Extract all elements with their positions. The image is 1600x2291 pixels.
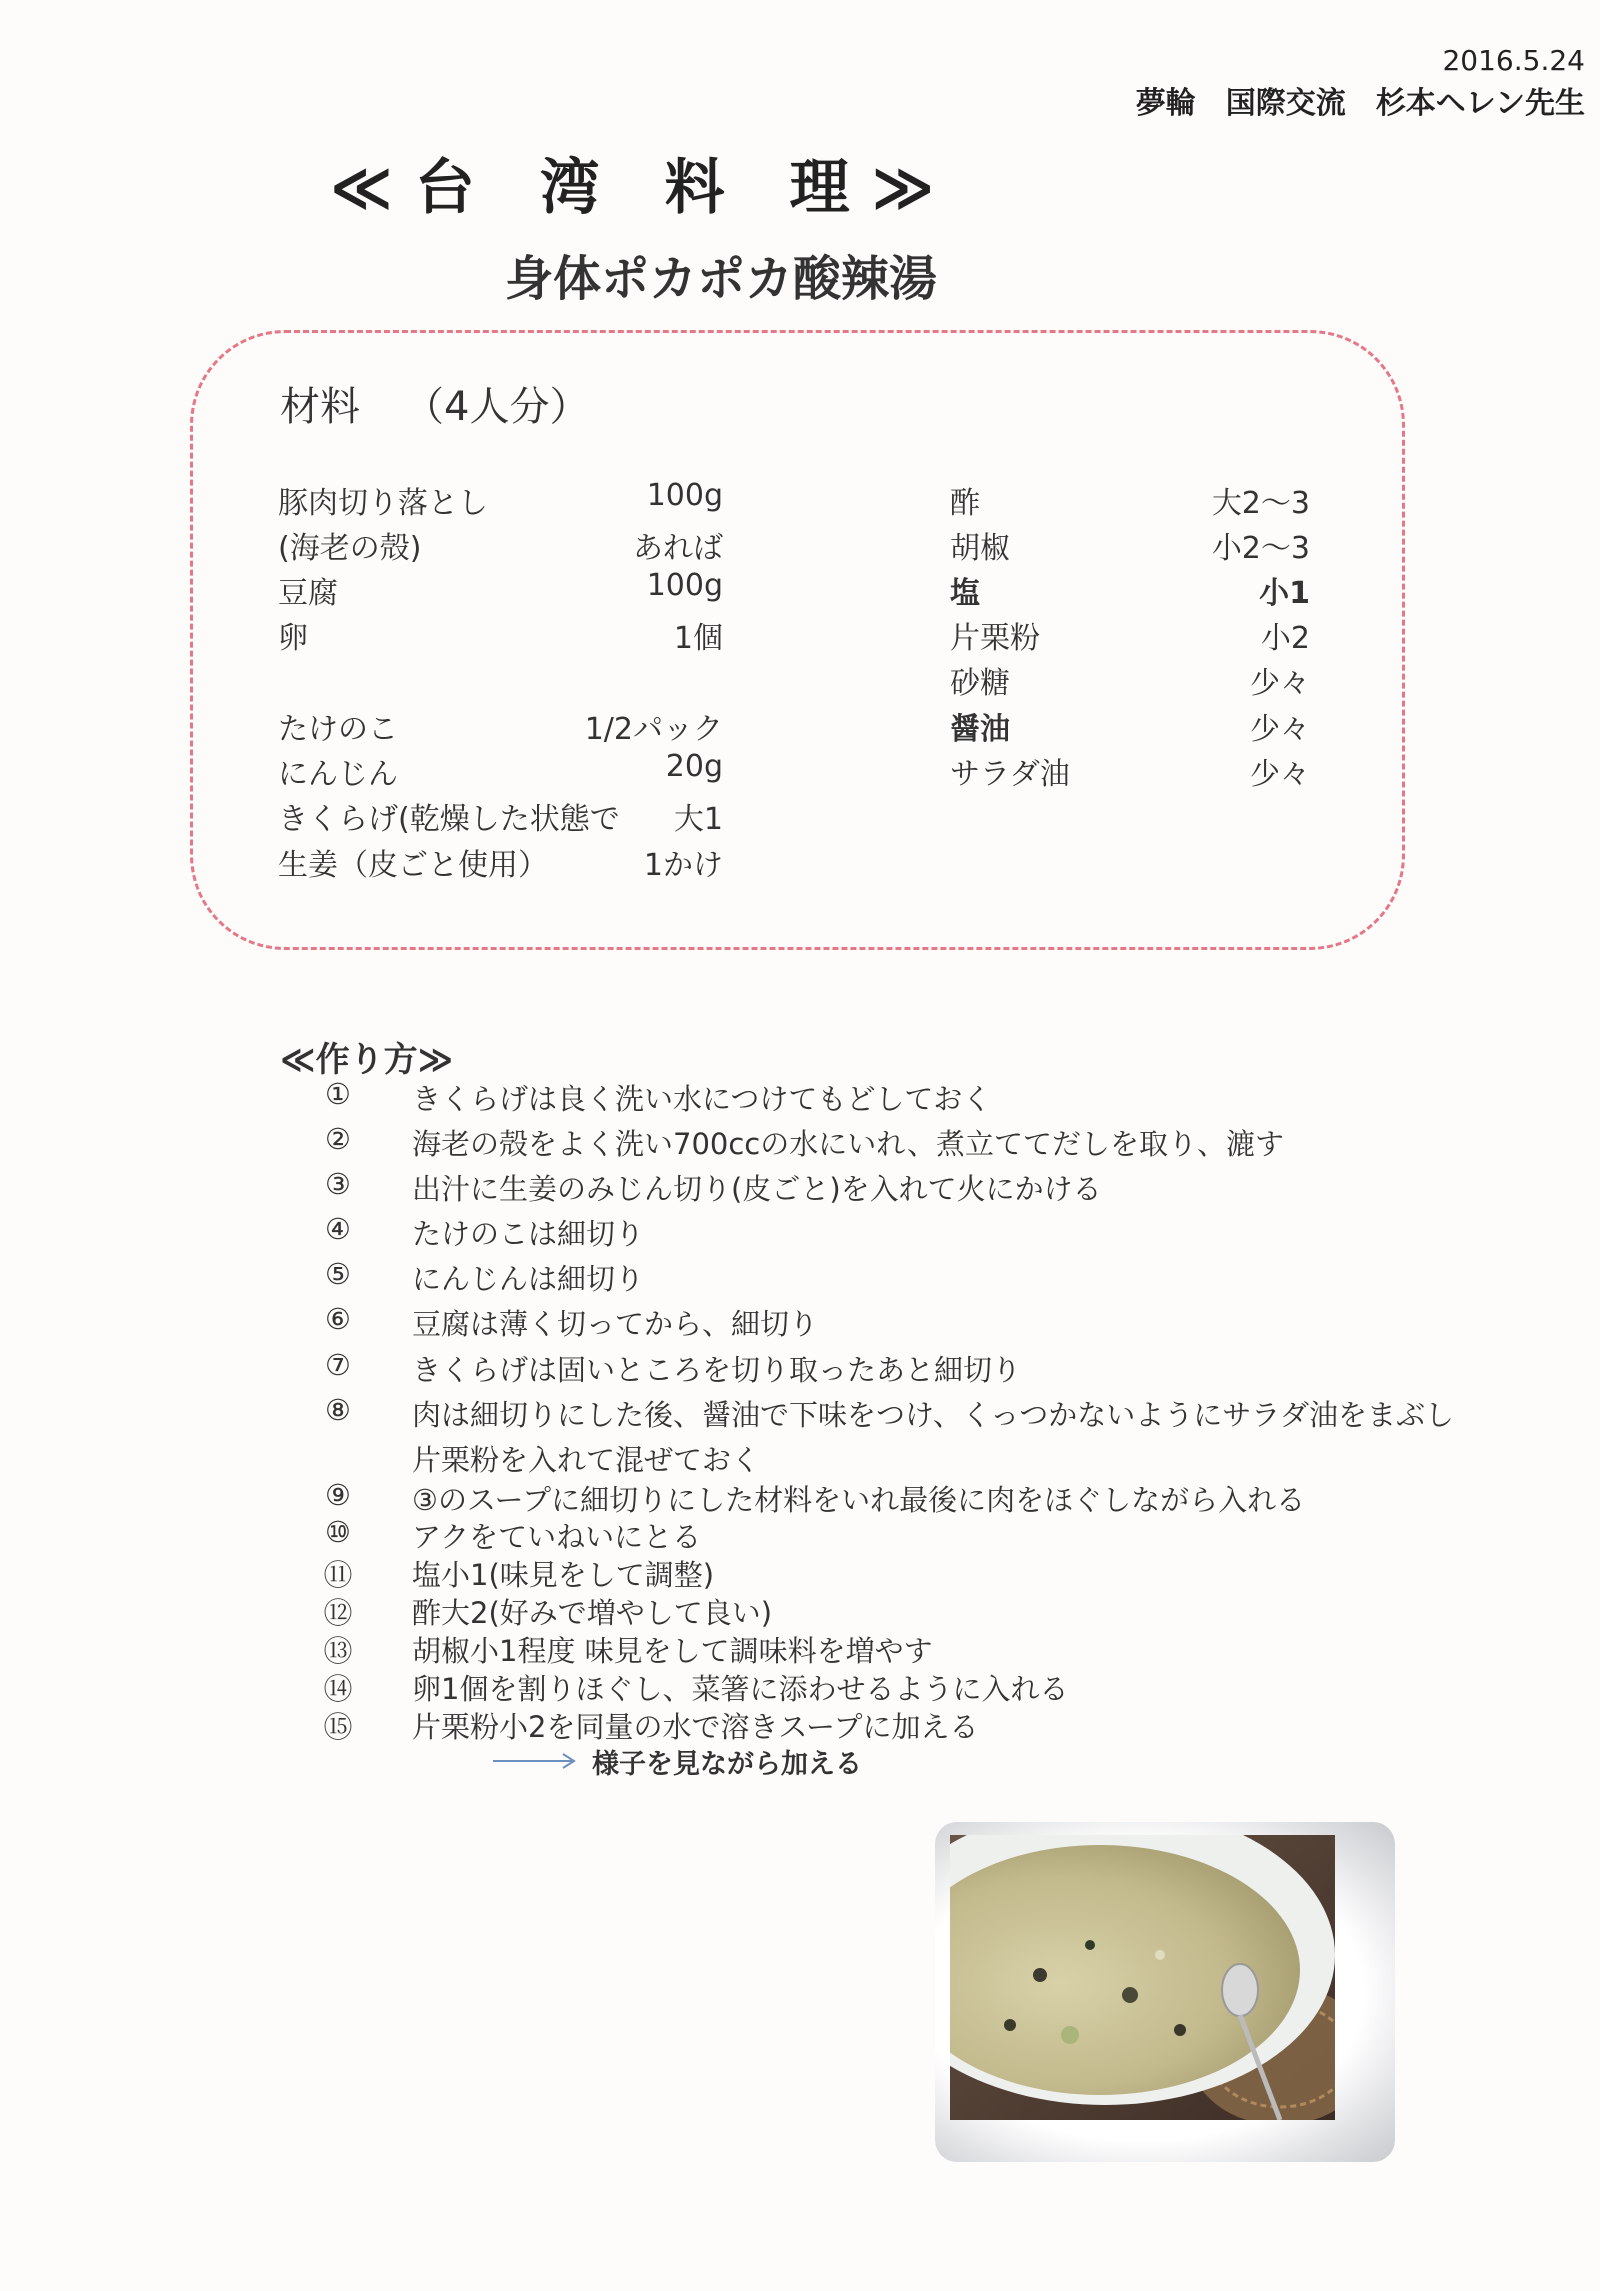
step-number: ③ [325,1167,351,1201]
arrow-right-icon [493,1751,577,1771]
step-text: 豆腐は薄く切ってから、細切り [412,1307,819,1341]
ingredient-qty: 小2～3 [1211,531,1310,566]
ingredient-qty: 1かけ [643,848,723,883]
page-title: ≪台 湾 料 理≫ [330,153,957,223]
recipe-title: 身体ポカポカ酸辣湯 [505,251,938,307]
ingredient-name: 片栗粉 [950,621,1040,656]
ingredient-row [278,523,723,567]
ingredient-row [950,568,1310,612]
ingredient-row [950,523,1310,567]
ingredient-qty: 20g [665,749,723,784]
document-date: 2016.5.24 [1442,44,1585,77]
step-text: 片栗粉小2を同量の水で溶きスープに加える [412,1710,979,1744]
ingredient-name: 塩 [950,576,980,611]
ingredient-qty: 小2 [1260,621,1310,656]
step-text: 胡椒小1程度 味見をして調味料を増やす [412,1634,933,1668]
method-heading: ≪作り方≫ [280,1040,454,1080]
step-text: にんじんは細切り [412,1262,645,1296]
ingredient-qty: 少々 [1250,712,1310,747]
ingredient-name: 醤油 [950,712,1010,747]
ingredient-qty: 100g [646,568,723,603]
step-text: 卵1個を割りほぐし、菜箸に添わせるように入れる [412,1672,1069,1706]
ingredient-name: 生姜（皮ごと使用） [278,848,548,883]
ingredient-row [950,613,1310,657]
step-text: きくらげは固いところを切り取ったあと細切り [412,1353,1022,1387]
ingredient-row [950,749,1310,793]
ingredient-qty: 少々 [1250,757,1310,792]
step-text: 肉は細切りにした後、醤油で下味をつけ、くっつかないようにサラダ油をまぶし [412,1398,1454,1432]
ingredient-name: 豚肉切り落とし [278,486,488,521]
soup-bowl-photo-icon [950,1835,1335,2120]
step-continuation: 片栗粉を入れて混ぜておく [412,1443,761,1477]
ingredient-name: たけのこ [278,712,398,747]
step-number: ⑧ [325,1393,351,1427]
step-number: ⑦ [325,1348,351,1382]
ingredient-qty: 少々 [1250,666,1310,701]
ingredient-qty: 1/2パック [584,712,723,747]
step-text: 出汁に生姜のみじん切り(皮ごと)を入れて火にかける [412,1172,1102,1206]
ingredient-row [278,794,723,838]
ingredient-row [950,704,1310,748]
step-number: ⑬ [323,1634,353,1668]
step-number: ① [325,1077,351,1111]
ingredient-qty: 小1 [1259,576,1310,611]
ingredient-row [278,568,723,612]
step-number: ⑫ [323,1596,353,1630]
ingredient-name: きくらげ(乾燥した状態で [278,802,620,837]
ingredient-qty: 100g [646,478,723,513]
author-line: 夢輪 国際交流 杉本ヘレン先生 [1135,86,1585,121]
ingredient-row [278,749,723,793]
step-text: 塩小1(味見をして調整) [412,1558,715,1592]
step-text: アクをていねいにとる [412,1520,702,1554]
step-text: 海老の殻をよく洗い700ccの水にいれ、煮立ててだしを取り、漉す [412,1127,1284,1161]
step-number: ⑩ [325,1515,351,1549]
ingredient-row [278,704,723,748]
step-number: ⑪ [323,1558,353,1592]
ingredients-label: 材料 [280,384,360,430]
ingredient-name: 卵 [278,621,308,656]
servings-label: （4人分） [404,384,590,430]
step-text: ③のスープに細切りにした材料をいれ最後に肉をほぐしながら入れる [412,1483,1306,1517]
ingredient-row [950,478,1310,522]
step-number: ⑭ [323,1672,353,1706]
ingredient-row [278,478,723,522]
step-text: 酢大2(好みで増やして良い) [412,1596,773,1630]
ingredient-name: 胡椒 [950,531,1010,566]
ingredients-heading [280,375,589,432]
step-number: ② [325,1122,351,1156]
ingredient-name: にんじん [278,757,398,792]
ingredient-name: 砂糖 [950,666,1010,701]
step-note: 様子を見ながら加える [592,1749,862,1780]
step-text: たけのこは細切り [412,1217,645,1251]
ingredient-qty: あれば [633,531,723,566]
step-number: ⑤ [325,1257,351,1291]
ingredient-qty: 大1 [673,802,723,837]
ingredient-name: 豆腐 [278,576,338,611]
ingredient-name: (海老の殻) [278,531,422,566]
step-text: きくらげは良く洗い水につけてもどしておく [412,1082,992,1116]
ingredient-name: 酢 [950,486,980,521]
ingredient-qty: 大2～3 [1211,486,1310,521]
step-number: ④ [325,1212,351,1246]
ingredient-row [278,613,723,657]
ingredient-row [950,658,1310,702]
ingredient-qty: 1個 [673,621,723,656]
ingredient-name: サラダ油 [950,757,1070,792]
step-number: ⑥ [325,1302,351,1336]
ingredient-row [278,840,723,884]
step-number: ⑮ [323,1710,353,1744]
step-number: ⑨ [325,1478,351,1512]
